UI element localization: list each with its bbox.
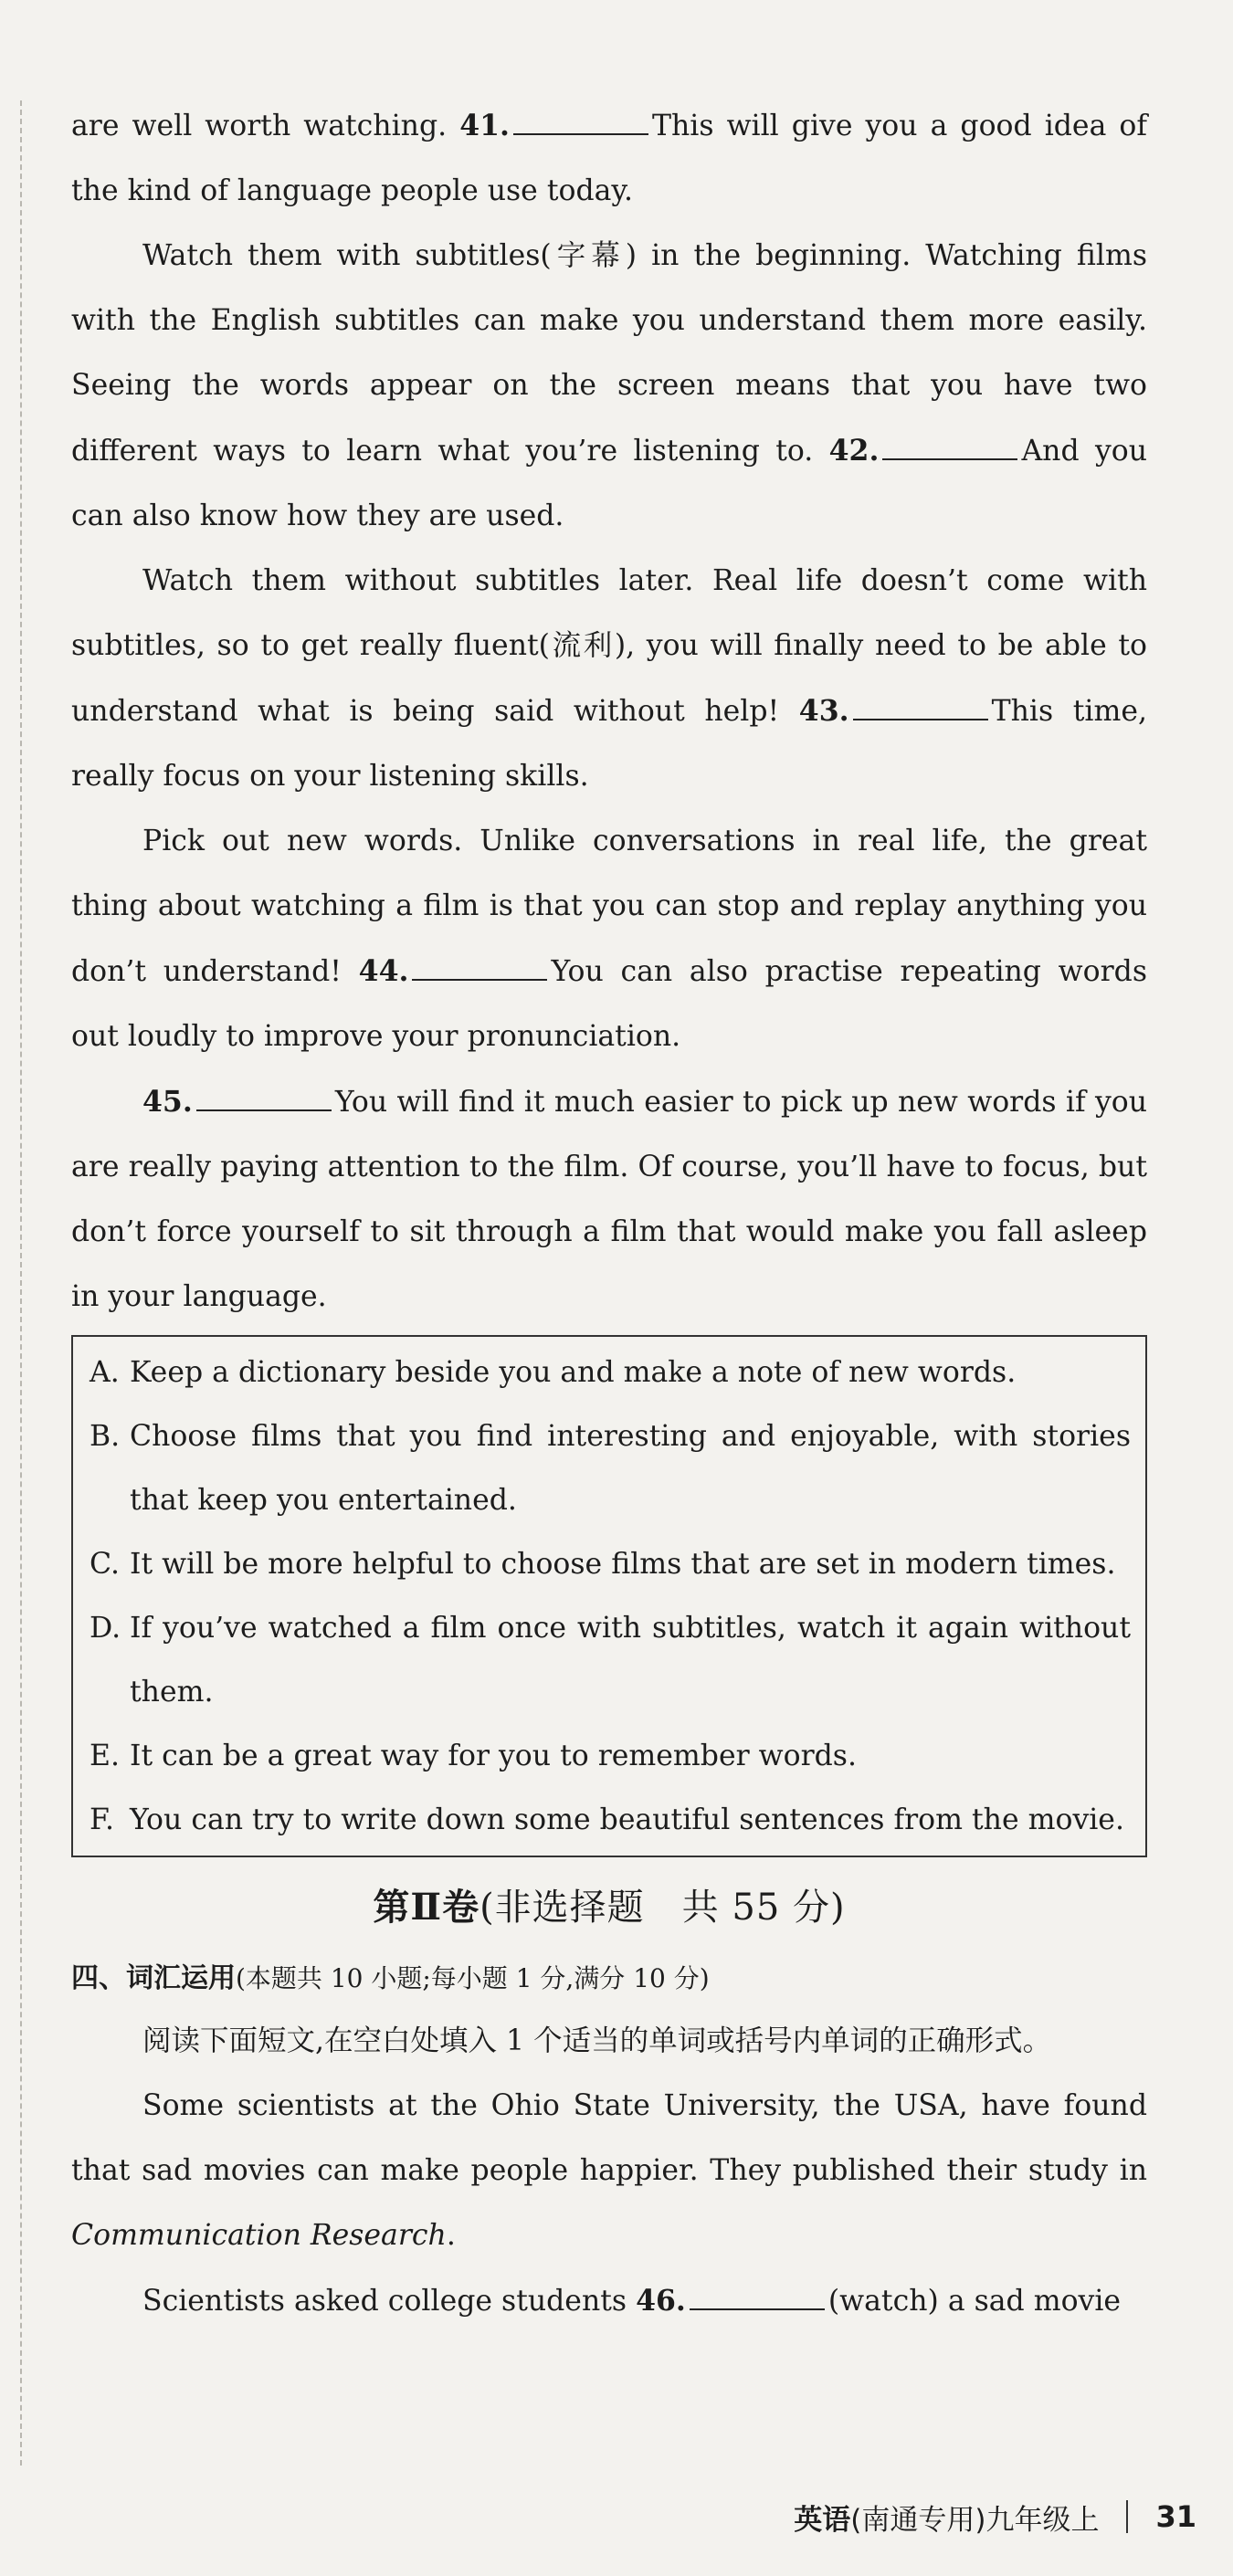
question-number-45: 45. [142,1085,193,1119]
question-number-41: 41. [459,109,510,142]
question-number-42: 42. [828,434,880,468]
answer-blank-46[interactable] [690,2283,825,2310]
answer-blank-45[interactable] [196,1084,332,1111]
option-c[interactable]: C. It will be more helpful to choose films that are set in modern times. [90,1548,1116,1581]
option-e[interactable]: E. It can be a great way for you to remember words. [90,1740,857,1772]
part-heading: 四、词汇运用(本题共 10 小题;每小题 1 分,满分 10 分) [71,1962,710,1994]
footer-grade: 九年级上 [985,2503,1100,2537]
paragraph-46: Scientists asked college students 46. (watch) a sad movie [142,2284,1122,2318]
option-d[interactable]: D. If you’ve watched a film once with subtitles, watch it again without them. [90,1612,1131,1709]
binding-margin-line [20,100,22,2466]
question-number-43: 43. [798,694,849,728]
journal-title: Communication Research [71,2219,447,2252]
option-b[interactable]: B. Choose films that you find interesting and enjoyable, with stories that keep you entertained. [90,1420,1131,1517]
footer-divider [1126,2500,1128,2533]
answer-blank-43[interactable] [853,693,988,720]
options-box [71,1335,1147,1857]
option-a[interactable]: A. Keep a dictionary beside you and make a note of new words. [90,1356,1017,1389]
answer-blank-41[interactable] [513,108,648,135]
paragraph-42: Watch them with subtitles(字幕) in the beginning. Watching films with the English subtitles can make you understand them more easily. Seeing the words appear on the screen means that you have two different ways to learn what you’re listening to. 42. And you can also know how they are used. [71,239,1148,532]
page-number: 31 [1155,2499,1196,2534]
paragraph-44: Pick out new words. Unlike conversations in real life, the great thing about watching a film is that you can stop and replay anything you don’t understand! 44. You can also practise repeating words out loudly to improve your pronunciation. [71,825,1147,1053]
paragraph-passage-1: Some scientists at the Ohio State University, the USA, have found that sad movies can make people happier. They published their study in Communication Research. [71,2089,1147,2252]
part-note: (本题共 10 小题;每小题 1 分,满分 10 分) [236,1963,710,1993]
section-title: 第Ⅱ卷(非选择题 共 55 分) [373,1886,846,1929]
page-content [71,93,1147,2334]
paragraph-45: 45. You will find it much easier to pick up new words if you are really paying attention to the film. Of course, you’ll have to focus, but don’t force yourself to sit through a film that would make you fall asleep in your language. [71,1085,1147,1313]
paragraph-41: are well worth watching. 41. This will give you a good idea of the kind of language people use today. [71,109,1148,207]
question-number-46: 46. [636,2284,686,2318]
question-number-44: 44. [358,954,409,988]
option-f[interactable]: F. You can try to write down some beautiful sentences from the movie. [90,1803,1124,1836]
paragraph-43: Watch them without subtitles later. Real life doesn’t come with subtitles, so to get really fluent(流利), you will finally need to be able to understand what is being said without help! 43. This time, really focus on your listening skills. [71,564,1147,793]
part-instruction: 阅读下面短文,在空白处填入 1 个适当的单词或括号内单词的正确形式。 [142,2024,1052,2057]
footer-subject: 英语 [794,2503,851,2537]
section-subtitle: (非选择题 共 55 分) [480,1887,846,1929]
footer-edition: (南通专用) [850,2503,986,2537]
answer-blank-44[interactable] [412,953,547,981]
answer-blank-42[interactable] [882,433,1017,460]
page-footer [794,2489,1196,2544]
